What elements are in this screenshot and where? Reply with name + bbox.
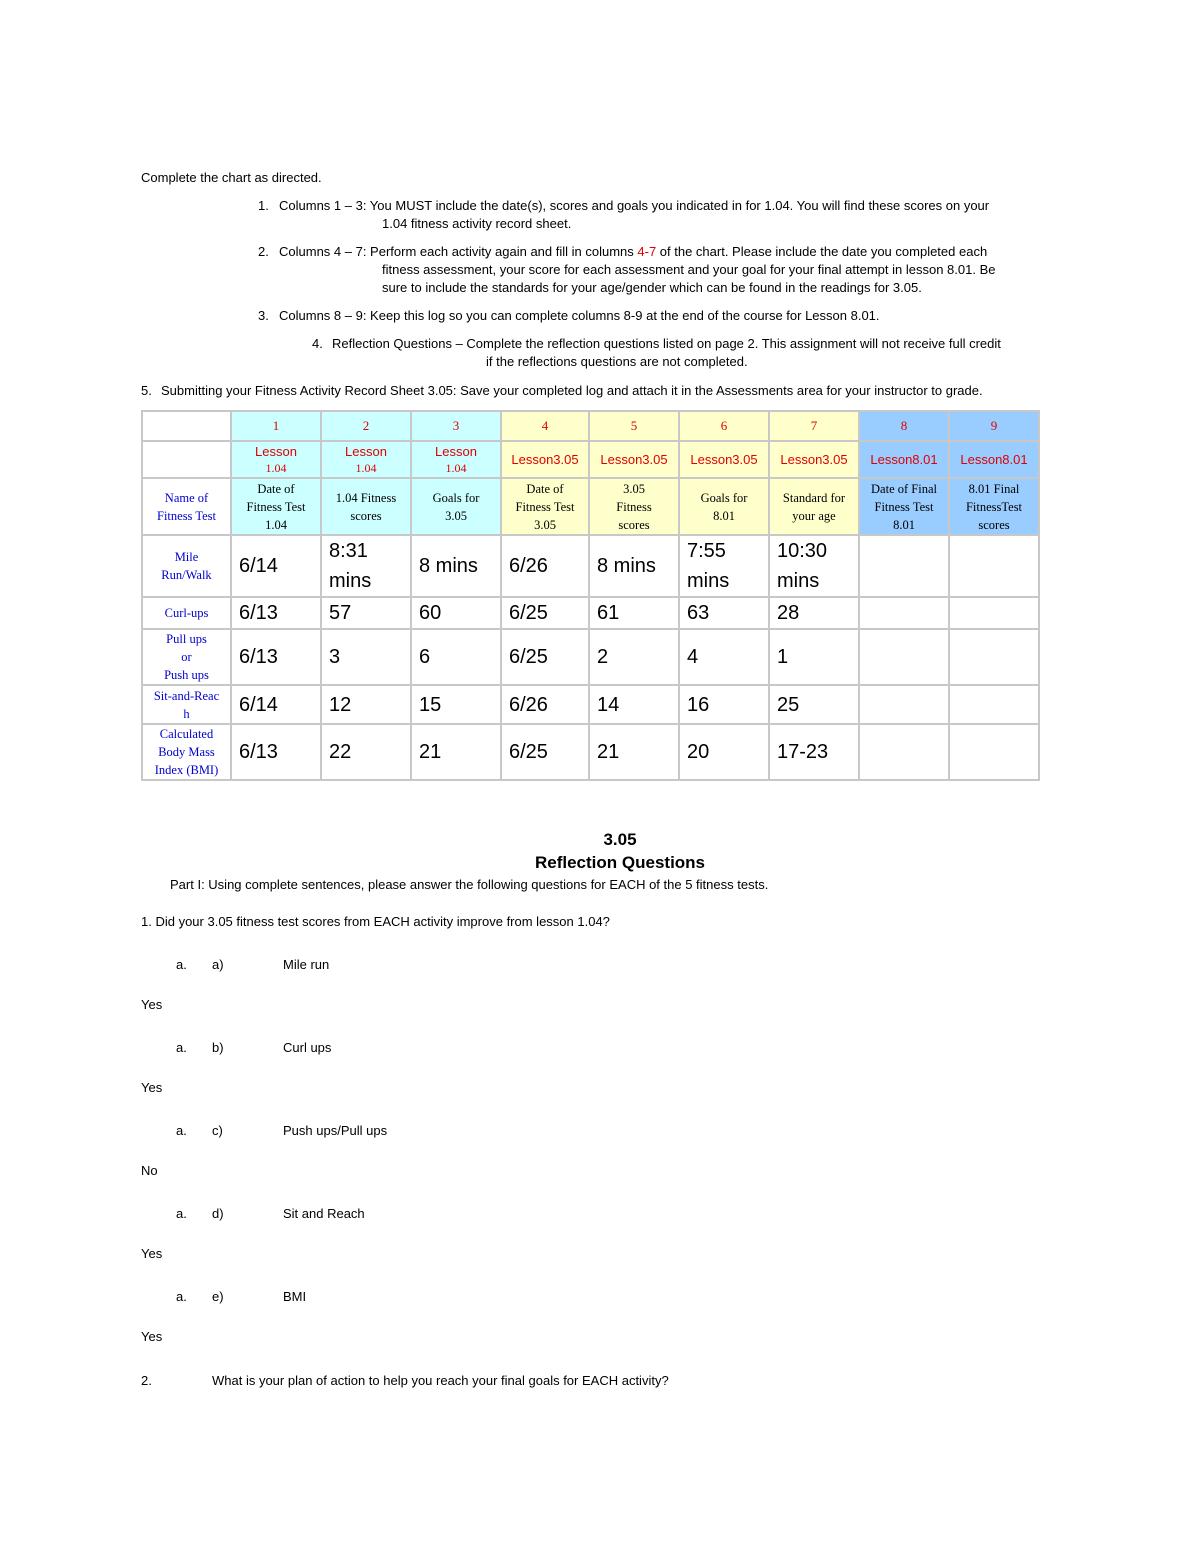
cell[interactable] [859,629,949,685]
desc-cell-2: 1.04 Fitness scores [321,478,411,535]
cell[interactable]: 21 [411,724,501,780]
row-name-mile: Mile Run/Walk [142,535,231,597]
cell[interactable]: 3 [321,629,411,685]
name-of-fitness-test-header: Name of Fitness Test [142,478,231,535]
col-number-6: 6 [679,411,769,441]
cell[interactable]: 25 [769,685,859,724]
part-one-instructions: Part I: Using complete sentences, please answer the following questions for EACH of the 5 fitness tests. [170,877,769,892]
cell[interactable]: 6/13 [231,629,321,685]
corner-cell [142,411,231,441]
col-number-2: 2 [321,411,411,441]
instruction-1-number: 1. [258,198,269,213]
item-letter: d) [212,1206,224,1221]
cell[interactable]: 6/14 [231,685,321,724]
list-marker: a. [176,1206,187,1221]
instruction-1-text: Columns 1 – 3: You MUST include the date(s), scores and goals you indicated in for 1.04. You will find these scores on your [279,198,990,213]
cell[interactable]: 6/13 [231,597,321,629]
col-number-8: 8 [859,411,949,441]
list-marker: a. [176,1040,187,1055]
lesson-cell-5: Lesson3.05 [589,441,679,478]
instruction-2-number: 2. [258,244,269,259]
instruction-2-text-cont2: sure to include the standards for your age/gender which can be found in the readings for 3.05. [382,280,922,295]
cell[interactable] [949,724,1039,780]
table-row [142,629,1039,685]
table-row [142,685,1039,724]
row-name-sit-and-reach: Sit-and-Reac h [142,685,231,724]
cell[interactable] [949,629,1039,685]
row-name-curl-ups: Curl-ups [142,597,231,629]
lesson-cell-1: Lesson 1.04 [231,441,321,478]
desc-cell-1: Date of Fitness Test 1.04 [231,478,321,535]
col-number-1: 1 [231,411,321,441]
lesson-row [142,441,1039,478]
item-label: Push ups/Pull ups [283,1123,388,1138]
instruction-4-text-cont: if the reflections questions are not completed. [486,354,748,369]
row-name-bmi: Calculated Body Mass Index (BMI) [142,724,231,780]
item-label: BMI [283,1289,307,1304]
cell[interactable]: 8:31 mins [321,535,411,597]
table-row [142,597,1039,629]
cell[interactable] [949,535,1039,597]
list-marker: a. [176,957,187,972]
cell[interactable]: 61 [589,597,679,629]
lesson-cell-2: Lesson 1.04 [321,441,411,478]
cell[interactable]: 22 [321,724,411,780]
cell[interactable]: 63 [679,597,769,629]
item-letter: c) [212,1123,223,1138]
col-number-7: 7 [769,411,859,441]
item-label: Curl ups [283,1040,332,1055]
desc-cell-9: 8.01 Final FitnessTest scores [949,478,1039,535]
cell[interactable]: 4 [679,629,769,685]
question-2: What is your plan of action to help you reach your final goals for EACH activity? [212,1373,669,1388]
answer[interactable]: Yes [141,1246,163,1261]
col-number-4: 4 [501,411,589,441]
cell[interactable] [949,597,1039,629]
cell[interactable]: 6/13 [231,724,321,780]
item-letter: b) [212,1040,224,1055]
desc-cell-3: Goals for 3.05 [411,478,501,535]
cell[interactable]: 6 [411,629,501,685]
lesson-cell-6: Lesson3.05 [679,441,769,478]
lesson-cell-9: Lesson8.01 [949,441,1039,478]
desc-cell-8: Date of Final Fitness Test 8.01 [859,478,949,535]
question-1: 1. Did your 3.05 fitness test scores from EACH activity improve from lesson 1.04? [141,914,610,929]
cell[interactable]: 60 [411,597,501,629]
fitness-record-table [141,410,1040,781]
cell[interactable]: 17-23 [769,724,859,780]
desc-cell-5: 3.05 Fitness scores [589,478,679,535]
item-letter: a) [212,957,224,972]
cell[interactable]: 6/25 [501,597,589,629]
cell[interactable]: 10:30 mins [769,535,859,597]
column-number-row [142,411,1039,441]
cell[interactable]: 6/14 [231,535,321,597]
instruction-2-text-cont: fitness assessment, your score for each assessment and your goal for your final attempt in lesson 8.01. Be [382,262,996,277]
cell[interactable]: 8 mins [589,535,679,597]
lesson-cell-4: Lesson3.05 [501,441,589,478]
desc-cell-6: Goals for 8.01 [679,478,769,535]
cell[interactable]: 12 [321,685,411,724]
cell[interactable] [859,724,949,780]
instruction-3-text: Columns 8 – 9: Keep this log so you can complete columns 8-9 at the end of the course for Lesson 8.01. [279,308,880,323]
cell[interactable]: 2 [589,629,679,685]
col-number-3: 3 [411,411,501,441]
cell[interactable]: 20 [679,724,769,780]
cell[interactable]: 8 mins [411,535,501,597]
item-letter: e) [212,1289,224,1304]
answer[interactable]: Yes [141,997,163,1012]
instruction-2-text: Columns 4 – 7: Perform each activity again and fill in columns 4-7 of the chart. Please include the date you completed each [279,244,988,259]
cell[interactable]: 7:55 mins [679,535,769,597]
instruction-1-text-cont: 1.04 fitness activity record sheet. [382,216,572,231]
desc-cell-4: Date of Fitness Test 3.05 [501,478,589,535]
desc-cell-7: Standard for your age [769,478,859,535]
cell[interactable]: 21 [589,724,679,780]
cell[interactable]: 6/26 [501,685,589,724]
cell[interactable]: 6/26 [501,535,589,597]
instruction-5-number: 5. [141,383,152,398]
cell[interactable]: 14 [589,685,679,724]
cell[interactable] [859,685,949,724]
cell[interactable] [949,685,1039,724]
lesson-cell-8: Lesson8.01 [859,441,949,478]
lesson-cell-7: Lesson3.05 [769,441,859,478]
lesson-row-blank [142,441,231,478]
question-2-number: 2. [141,1373,152,1388]
reflection-title: Reflection Questions [534,853,706,872]
list-marker: a. [176,1289,187,1304]
cell[interactable] [859,535,949,597]
instruction-4-number: 4. [312,336,323,351]
lesson-cell-3: Lesson 1.04 [411,441,501,478]
answer[interactable]: Yes [141,1329,163,1344]
table-row [142,724,1039,780]
table-row [142,535,1039,597]
col-number-9: 9 [949,411,1039,441]
cell[interactable]: 28 [769,597,859,629]
cell[interactable] [859,597,949,629]
item-label: Mile run [283,957,330,972]
reflection-number: 3.05 [603,830,637,849]
instruction-5-text: Submitting your Fitness Activity Record Sheet 3.05: Save your completed log and attach it in the Assessments area for your instructor to grade. [161,383,983,398]
cell[interactable]: 16 [679,685,769,724]
cell[interactable]: 1 [769,629,859,685]
answer[interactable]: Yes [141,1080,163,1095]
description-row [142,478,1039,535]
cell[interactable]: 6/25 [501,724,589,780]
answer[interactable]: No [141,1163,158,1178]
item-label: Sit and Reach [283,1206,365,1221]
cell[interactable]: 15 [411,685,501,724]
list-marker: a. [176,1123,187,1138]
cell[interactable]: 6/25 [501,629,589,685]
cell[interactable]: 57 [321,597,411,629]
intro-text: Complete the chart as directed. [141,170,322,185]
row-name-pull-push-ups: Pull ups or Push ups [142,629,231,685]
instruction-4-text: Reflection Questions – Complete the reflection questions listed on page 2. This assignment will not receive full credit [332,336,1001,351]
col-number-5: 5 [589,411,679,441]
instruction-3-number: 3. [258,308,269,323]
